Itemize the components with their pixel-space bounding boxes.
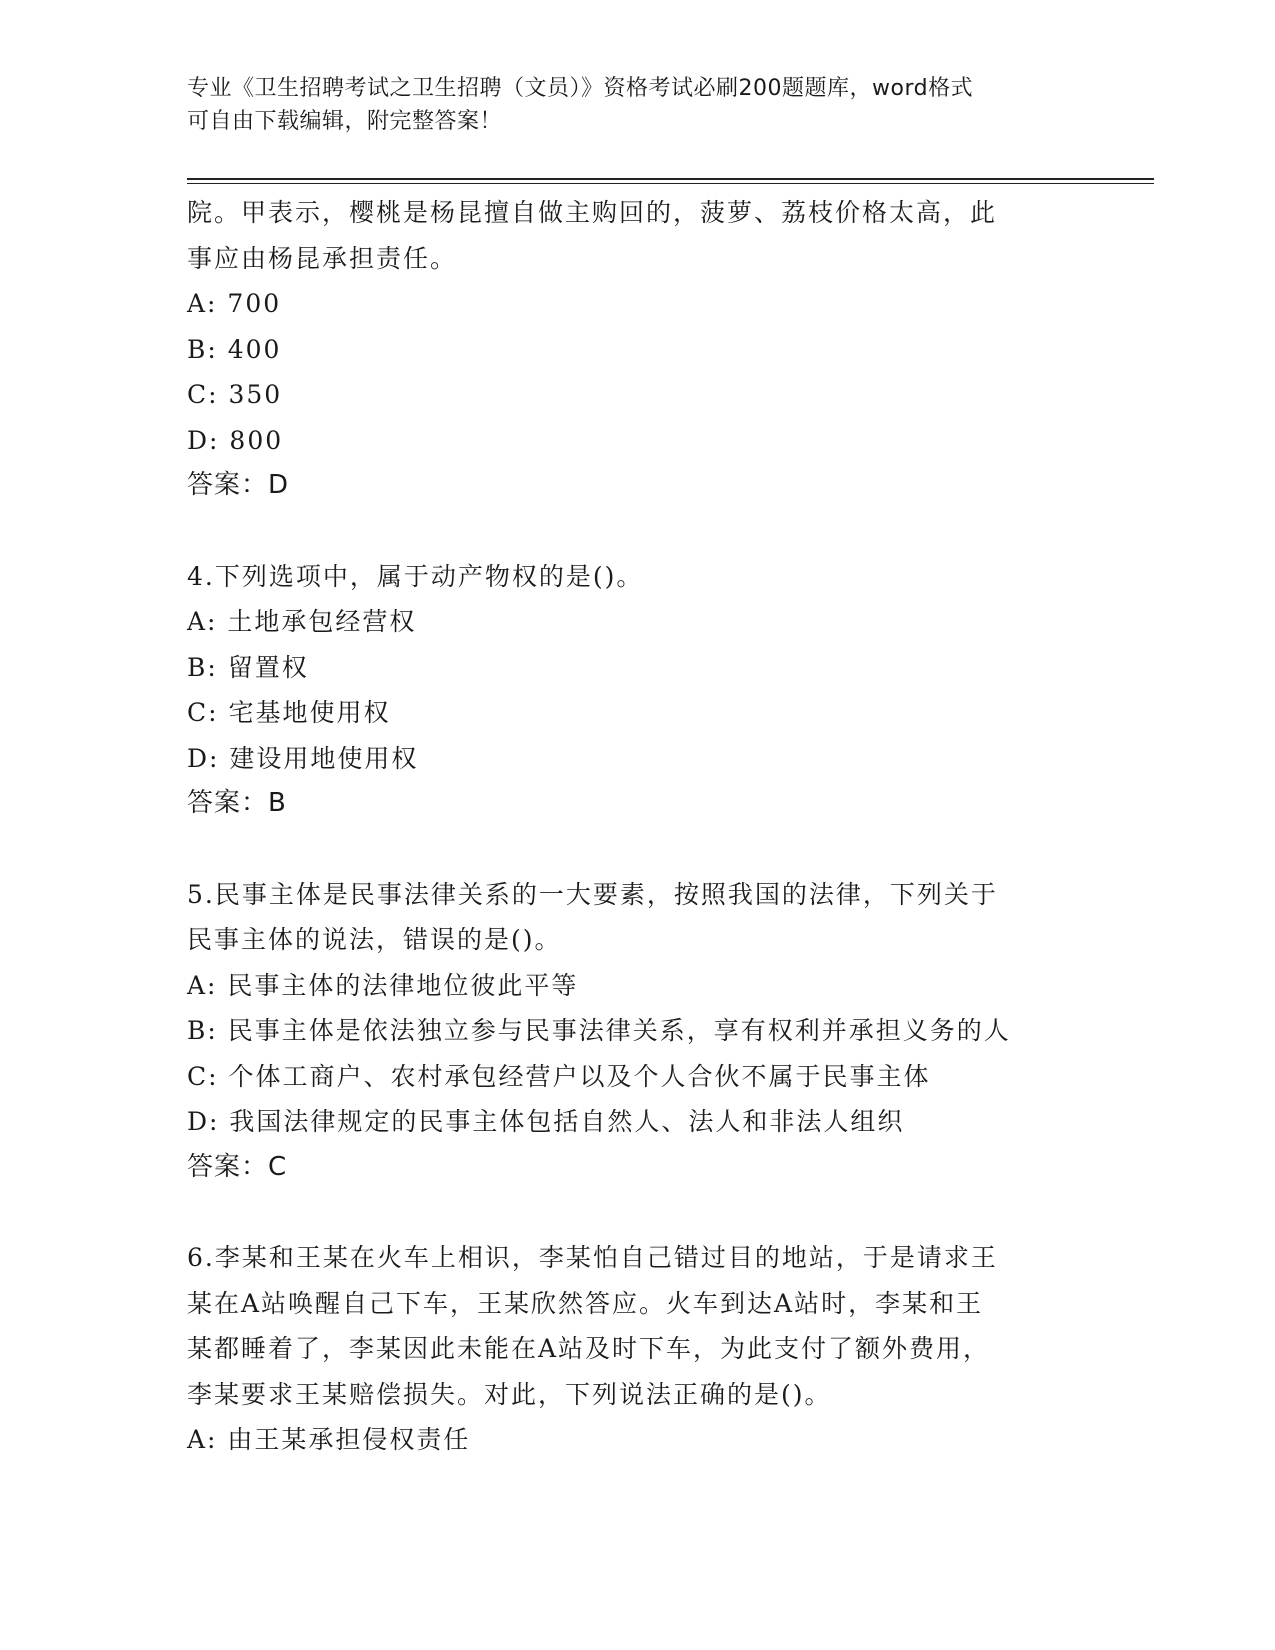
- question-spacer: [187, 509, 1087, 554]
- header-divider-thick: [187, 178, 1154, 180]
- header-line-1: 专业《卫生招聘考试之卫生招聘（文员）》资格考试必刷200题题库，word格式: [187, 76, 974, 101]
- question-text: 4.下列选项中，属于动产物权的是()。: [187, 561, 644, 591]
- question-spacer: [187, 827, 1087, 872]
- answer-line: 答案：D: [187, 470, 290, 500]
- question-5: [187, 872, 1087, 1191]
- question-text: 李某要求王某赔偿损失。对此，下列说法正确的是()。: [187, 1379, 832, 1409]
- option-b: B: 留置权: [187, 652, 309, 682]
- option-c: C: 350: [187, 380, 283, 409]
- question-6: [187, 1235, 1087, 1463]
- answer-line: 答案：C: [187, 1151, 288, 1182]
- option-d: D: 建设用地使用权: [187, 743, 419, 773]
- header-line-2: 可自由下载编辑，附完整答案！: [187, 109, 503, 134]
- document-body: [187, 190, 1087, 1463]
- question-spacer: [187, 1190, 1087, 1235]
- question-text: 6.李某和王某在火车上相识，李某怕自己错过目的地站，于是请求王: [187, 1243, 998, 1272]
- question-text: 5.民事主体是民事法律关系的一大要素，按照我国的法律，下列关于: [187, 879, 998, 909]
- option-a: A: 土地承包经营权: [187, 607, 417, 636]
- option-a: A: 民事主体的法律地位彼此平等: [187, 970, 579, 1000]
- option-d: D: 800: [187, 425, 284, 455]
- question-text: 院。甲表示，樱桃是杨昆擅自做主购回的，菠萝、荔枝价格太高，此: [187, 198, 998, 227]
- question-4: [187, 554, 1087, 827]
- answer-line: 答案：B: [187, 788, 287, 818]
- option-d: D: 我国法律规定的民事主体包括自然人、法人和非法人组织: [187, 1107, 905, 1136]
- option-b: B: 民事主体是依法独立参与民事法律关系，享有权利并承担义务的人: [187, 1016, 1011, 1045]
- question-3: [187, 190, 1087, 509]
- option-a: A: 700: [187, 289, 282, 318]
- question-text: 事应由杨昆承担责任。: [187, 243, 458, 273]
- option-a: A: 由王某承担侵权责任: [187, 1425, 471, 1454]
- header-divider-thin: [187, 183, 1154, 184]
- option-c: C: 个体工商户、农村承包经营户以及个人合伙不属于民事主体: [187, 1061, 931, 1091]
- question-text: 民事主体的说法，错误的是()。: [187, 925, 562, 954]
- question-text: 某在A站唤醒自己下车，王某欣然答应。火车到达A站时，李某和王: [187, 1288, 984, 1318]
- option-b: B: 400: [187, 334, 282, 364]
- option-c: C: 宅基地使用权: [187, 698, 391, 727]
- document-header: [187, 72, 1067, 138]
- question-text: 某都睡着了，李某因此未能在A站及时下车，为此支付了额外费用，: [187, 1334, 991, 1363]
